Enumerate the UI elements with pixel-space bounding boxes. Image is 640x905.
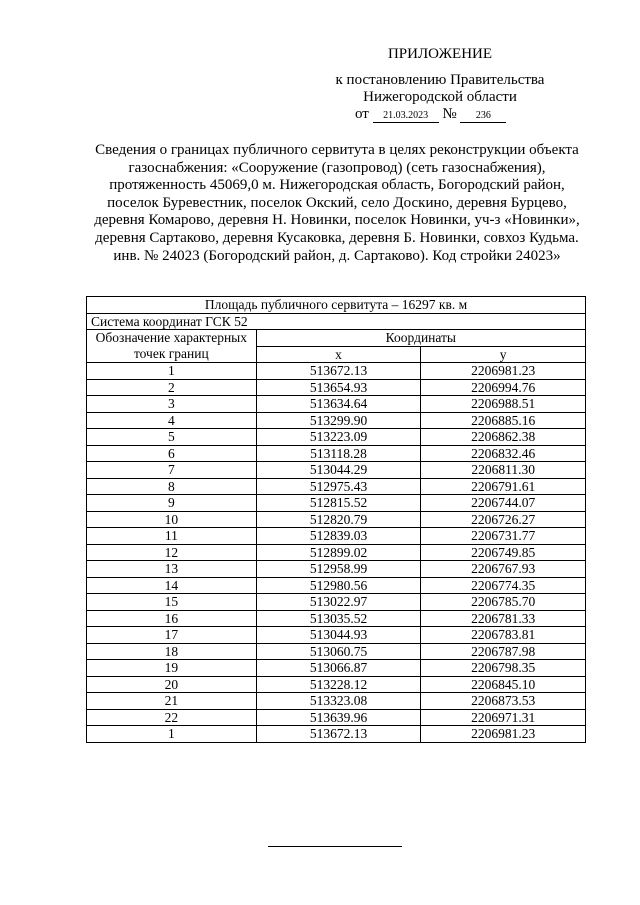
- table-row: [87, 412, 586, 429]
- coordinates-table: [86, 296, 586, 743]
- x-coordinate-cell: 513044.29: [256, 462, 421, 479]
- table-row: [87, 577, 586, 594]
- appendix-line-resolution: к постановлению Правительства: [335, 72, 545, 88]
- y-coordinate-cell: 2206744.07: [421, 495, 586, 512]
- point-number-cell: 6: [87, 445, 257, 462]
- x-coordinate-cell: 512815.52: [256, 495, 421, 512]
- point-number-cell: 11: [87, 528, 257, 545]
- point-number-cell: 16: [87, 610, 257, 627]
- x-coordinate-cell: 513060.75: [256, 643, 421, 660]
- x-coordinate-cell: 512958.99: [256, 561, 421, 578]
- table-row: [87, 445, 586, 462]
- area-row: [87, 297, 586, 314]
- y-coordinate-cell: 2206791.61: [421, 478, 586, 495]
- appendix-title: ПРИЛОЖЕНИЕ: [387, 46, 493, 62]
- point-number-cell: 2: [87, 379, 257, 396]
- table-row: [87, 462, 586, 479]
- table-row: [87, 676, 586, 693]
- y-coordinate-cell: 2206749.85: [421, 544, 586, 561]
- point-number-cell: 1: [87, 726, 257, 743]
- x-coordinate-cell: 513323.08: [256, 693, 421, 710]
- table-row: [87, 561, 586, 578]
- y-coordinate-cell: 2206774.35: [421, 577, 586, 594]
- table-row: [87, 363, 586, 380]
- x-coordinate-cell: 513672.13: [256, 363, 421, 380]
- x-coordinate-cell: 513672.13: [256, 726, 421, 743]
- point-number-cell: 21: [87, 693, 257, 710]
- y-coordinate-cell: 2206767.93: [421, 561, 586, 578]
- x-coordinate-cell: 513035.52: [256, 610, 421, 627]
- table-row: [87, 726, 586, 743]
- x-header: x: [256, 346, 421, 363]
- table-row: [87, 511, 586, 528]
- y-coordinate-cell: 2206862.38: [421, 429, 586, 446]
- point-number-cell: 20: [87, 676, 257, 693]
- table-row: [87, 643, 586, 660]
- y-coordinate-cell: 2206832.46: [421, 445, 586, 462]
- x-coordinate-cell: 512899.02: [256, 544, 421, 561]
- x-coordinate-cell: 513066.87: [256, 660, 421, 677]
- table-row: [87, 693, 586, 710]
- y-coordinate-cell: 2206781.33: [421, 610, 586, 627]
- x-coordinate-cell: 513022.97: [256, 594, 421, 611]
- area-cell: Площадь публичного сервитута – 16297 кв. м: [87, 297, 586, 314]
- y-coordinate-cell: 2206971.31: [421, 709, 586, 726]
- y-coordinate-cell: 2206731.77: [421, 528, 586, 545]
- header-row: [87, 330, 586, 347]
- point-number-cell: 12: [87, 544, 257, 561]
- number-label: №: [442, 106, 457, 122]
- x-coordinate-cell: 513223.09: [256, 429, 421, 446]
- y-coordinate-cell: 2206873.53: [421, 693, 586, 710]
- y-coordinate-cell: 2206798.35: [421, 660, 586, 677]
- system-row: [87, 313, 586, 330]
- y-coordinate-cell: 2206994.76: [421, 379, 586, 396]
- table-row: [87, 544, 586, 561]
- table-row: [87, 396, 586, 413]
- table-row: [87, 594, 586, 611]
- appendix-line-region: Нижегородской области: [363, 89, 517, 105]
- point-number-cell: 14: [87, 577, 257, 594]
- appendix-block: [330, 46, 550, 123]
- x-coordinate-cell: 513228.12: [256, 676, 421, 693]
- footer-divider: [268, 846, 402, 847]
- point-number-cell: 17: [87, 627, 257, 644]
- x-coordinate-cell: 513299.90: [256, 412, 421, 429]
- point-number-cell: 13: [87, 561, 257, 578]
- y-coordinate-cell: 2206988.51: [421, 396, 586, 413]
- x-coordinate-cell: 513044.93: [256, 627, 421, 644]
- point-number-cell: 5: [87, 429, 257, 446]
- point-number-cell: 3: [87, 396, 257, 413]
- table-row: [87, 495, 586, 512]
- point-number-cell: 22: [87, 709, 257, 726]
- y-coordinate-cell: 2206981.23: [421, 726, 586, 743]
- appendix-date-line: [330, 106, 550, 123]
- table-row: [87, 528, 586, 545]
- point-number-cell: 9: [87, 495, 257, 512]
- table-row: [87, 610, 586, 627]
- point-header: Обозначение характерных точек границ: [87, 330, 257, 363]
- y-coordinate-cell: 2206845.10: [421, 676, 586, 693]
- resolution-date: 21.03.2023: [373, 109, 439, 123]
- x-coordinate-cell: 513634.64: [256, 396, 421, 413]
- x-coordinate-cell: 513639.96: [256, 709, 421, 726]
- y-header: y: [421, 346, 586, 363]
- point-number-cell: 1: [87, 363, 257, 380]
- table-row: [87, 660, 586, 677]
- x-coordinate-cell: 513654.93: [256, 379, 421, 396]
- y-coordinate-cell: 2206783.81: [421, 627, 586, 644]
- point-number-cell: 4: [87, 412, 257, 429]
- x-coordinate-cell: 513118.28: [256, 445, 421, 462]
- table-row: [87, 627, 586, 644]
- x-coordinate-cell: 512820.79: [256, 511, 421, 528]
- x-coordinate-cell: 512975.43: [256, 478, 421, 495]
- y-coordinate-cell: 2206885.16: [421, 412, 586, 429]
- x-coordinate-cell: 512839.03: [256, 528, 421, 545]
- y-coordinate-cell: 2206726.27: [421, 511, 586, 528]
- x-coordinate-cell: 512980.56: [256, 577, 421, 594]
- resolution-number: 236: [460, 109, 506, 123]
- table-row: [87, 429, 586, 446]
- document-heading: Сведения о границах публичного сервитута в целях реконструкции объекта газоснабжения: «Сооружение (газопровод) (сеть газоснабжения), протяженность 45069,0 м. Нижегородская область, Богородский район, поселок Буревестник, поселок Окский, село Доскино, деревня Бурцево, деревня Комарово, деревня Н. Новинки, поселок Новинки, уч-з «Новинки», деревня Сартаково, деревня Кусаковка, деревня Б. Новинки, совхоз Кудьма. инв. № 24023 (Богородский район, д. Сартаково). Код стройки 24023»: [94, 142, 580, 264]
- point-number-cell: 15: [87, 594, 257, 611]
- y-coordinate-cell: 2206811.30: [421, 462, 586, 479]
- table-row: [87, 379, 586, 396]
- table-row: [87, 478, 586, 495]
- point-number-cell: 18: [87, 643, 257, 660]
- y-coordinate-cell: 2206981.23: [421, 363, 586, 380]
- point-number-cell: 19: [87, 660, 257, 677]
- from-label: от: [355, 106, 369, 122]
- point-number-cell: 10: [87, 511, 257, 528]
- point-number-cell: 8: [87, 478, 257, 495]
- point-number-cell: 7: [87, 462, 257, 479]
- y-coordinate-cell: 2206785.70: [421, 594, 586, 611]
- table-row: [87, 709, 586, 726]
- coordinate-system-cell: Система координат ГСК 52: [87, 313, 586, 330]
- coordinates-header: Координаты: [256, 330, 585, 347]
- y-coordinate-cell: 2206787.98: [421, 643, 586, 660]
